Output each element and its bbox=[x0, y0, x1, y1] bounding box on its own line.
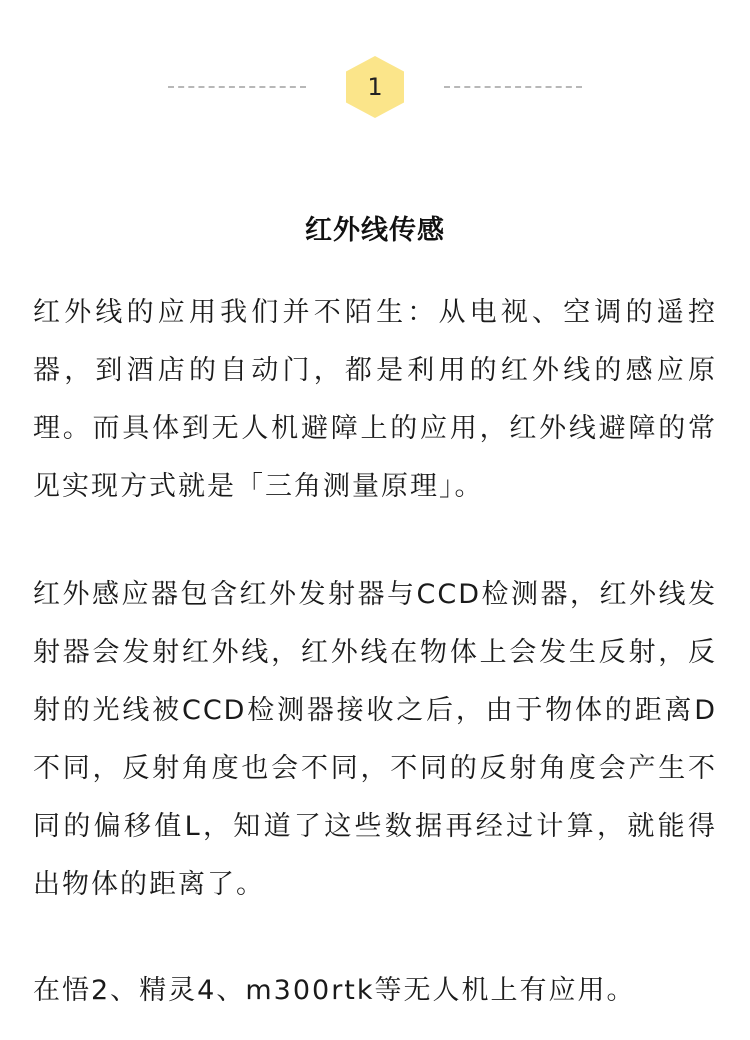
paragraph-principle: 红外感应器包含红外发射器与CCD检测器，红外线发射器会发射红外线，红外线在物体上会发生反射，反射的光线被CCD检测器接收之后，由于物体的距离D不同，反射角度也会不同，不同的反射角度会产生不同的偏移值L，知道了这些数据再经过计算，就能得出物体的距离了。 bbox=[33, 579, 717, 900]
divider-right bbox=[444, 86, 582, 88]
paragraph-intro: 红外线的应用我们并不陌生：从电视、空调的遥控器，到酒店的自动门，都是利用的红外线的感应原理。而具体到无人机避障上的应用，红外线避障的常见实现方式就是「三角测量原理」。 bbox=[33, 297, 717, 502]
section-number: 1 bbox=[367, 73, 383, 101]
divider-left bbox=[168, 86, 306, 88]
paragraph-application: 在悟2、精灵4、m300rtk等无人机上有应用。 bbox=[33, 975, 636, 1006]
section-title: 红外线传感 bbox=[305, 215, 445, 246]
section-header bbox=[0, 56, 750, 118]
